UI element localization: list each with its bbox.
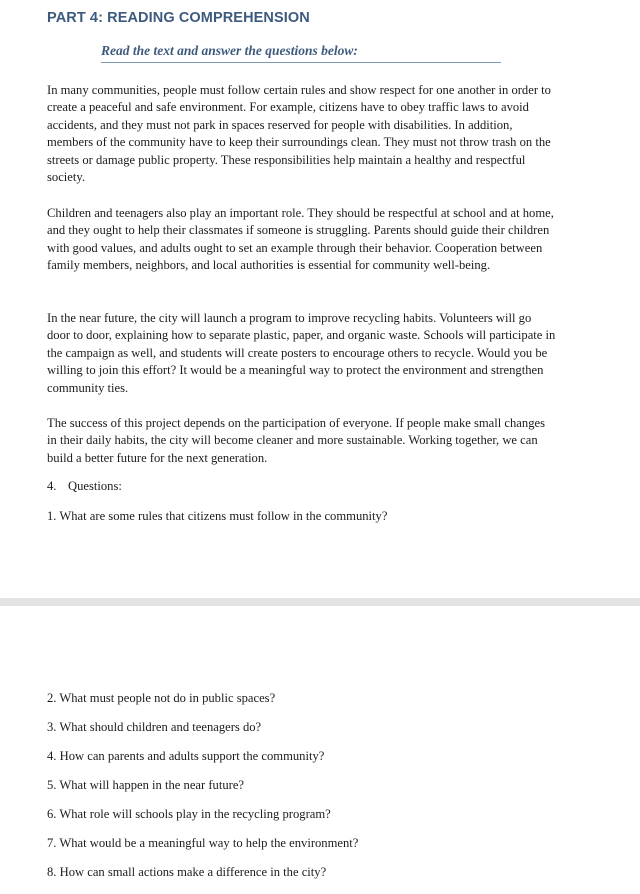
passage-paragraph-4: The success of this project depends on the participation of everyone. If people make small changes in their daily habits, the city will become cleaner and more sustainable. Working together, we can build a better future for the next generation. (47, 416, 545, 465)
question-2: 2. What must people not do in public spaces? (47, 691, 276, 705)
part-title: PART 4: READING COMPREHENSION (47, 10, 310, 26)
passage-paragraph-2: Children and teenagers also play an important role. They should be respectful at school and at home, and they ought to help their classmates if someone is struggling. Parents should guide their children with good values, and adults ought to set an example through their behavior. Cooperation between family members, neighbors, and local authorities is essential for community well-being. (47, 206, 554, 273)
questions-heading-number: 4. (47, 479, 57, 493)
question-3: 3. What should children and teenagers do? (47, 720, 262, 734)
questions-heading-label: Questions: (68, 479, 122, 493)
questions-heading (47, 479, 122, 494)
question-1: 1. What are some rules that citizens must follow in the community? (47, 509, 388, 523)
question-5: 5. What will happen in the near future? (47, 778, 244, 792)
question-6: 6. What role will schools play in the recycling program? (47, 807, 331, 821)
question-7: 7. What would be a meaningful way to help the environment? (47, 836, 359, 850)
document-page-2 (0, 606, 640, 894)
question-8: 8. How can small actions make a difference in the city? (47, 865, 327, 879)
question-4: 4. How can parents and adults support the community? (47, 749, 325, 763)
page-break (0, 598, 640, 606)
instruction-heading: Read the text and answer the questions below: (101, 43, 501, 63)
passage-paragraph-3: In the near future, the city will launch a program to improve recycling habits. Volunteers will go door to door, explaining how to separate plastic, paper, and organic waste. Schools will participate in the campaign as well, and students will create posters to encourage others to recycle. Would you be willing to join this effort? It would be a meaningful way to protect the environment and strengthen community ties. (47, 311, 556, 395)
passage-paragraph-1: In many communities, people must follow certain rules and show respect for one another in order to create a peaceful and safe environment. For example, citizens have to obey traffic laws to avoid accidents, and they must not park in spaces reserved for people with disabilities. In addition, members of the community have to keep their surroundings clean. They must not throw trash on the streets or damage public property. These responsibilities help maintain a healthy and respectful society. (47, 83, 551, 185)
